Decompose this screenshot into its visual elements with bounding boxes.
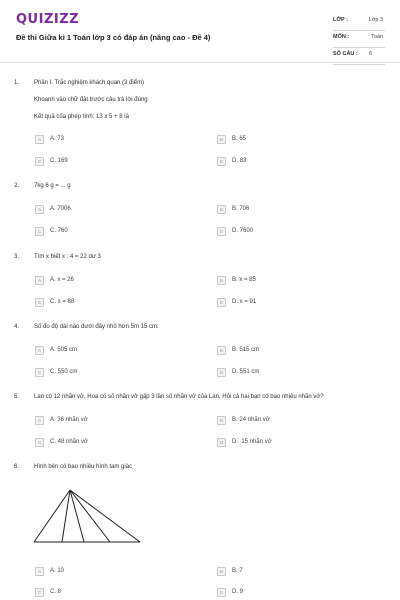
option-text: A. 7006 xyxy=(50,205,71,212)
triangle-inner-line xyxy=(70,490,110,542)
option-text: C. 8 xyxy=(50,588,62,595)
option-text: A. 505 cm xyxy=(50,346,78,353)
meta-subject-value: Toán xyxy=(371,34,383,40)
question-number: 4. xyxy=(14,324,20,330)
option-letter-box: B xyxy=(217,416,226,425)
option-text: A. 36 nhãn vở xyxy=(50,416,88,423)
question-text: Lan có 12 nhãn vở, Hoa có số nhãn vở gấp 3 lần số nhãn vở của Lan. Hỏi cả hai bạn có bao nhiêu nhãn vở? xyxy=(34,394,324,400)
meta-count-label: SỐ CÂU : xyxy=(333,51,358,57)
option-letter-box: D xyxy=(217,588,226,597)
question-text: Số đo độ dài nào dưới đây nhỏ hơn 5m 15 cm: xyxy=(34,324,159,330)
option-letter-box: D xyxy=(217,157,226,166)
header-divider xyxy=(0,62,400,63)
option-letter-box: D xyxy=(217,298,226,307)
meta-count-value: 6 xyxy=(368,51,372,57)
question-number: 2. xyxy=(14,183,20,189)
option-text: A. 10 xyxy=(50,567,65,574)
option-text: B. x = 85 xyxy=(232,276,256,283)
option-text: B. 515 cm xyxy=(232,346,260,353)
meta-grade-value: Lớp 3 xyxy=(368,17,383,23)
meta-grade-label: LỚP : xyxy=(333,17,348,23)
option-letter-box: A xyxy=(35,135,44,144)
option-text: C. 48 nhãn vở xyxy=(50,438,88,445)
option-letter-box: A xyxy=(35,205,44,214)
worksheet-title: Đề thi Giữa kì 1 Toán lớp 3 có đáp án (nâng cao - Đề 4) xyxy=(16,33,211,42)
option-text: B. 706 xyxy=(232,205,250,212)
option-letter-box: A xyxy=(35,416,44,425)
meta-subject-row xyxy=(333,31,385,48)
option-letter-box: D xyxy=(217,368,226,377)
triangle-inner-line xyxy=(70,490,84,542)
question-number: 6. xyxy=(14,464,20,470)
triangle-figure xyxy=(32,486,142,546)
question-text: Hình bên có bao nhiêu hình tam giác xyxy=(34,464,133,470)
option-letter-box: A xyxy=(35,346,44,355)
option-letter-box: D xyxy=(217,438,226,447)
option-text: A. 73 xyxy=(50,135,65,142)
option-letter-box: D xyxy=(217,227,226,236)
triangle-inner-line xyxy=(62,490,70,542)
option-text: C. 169 xyxy=(50,157,68,164)
option-text: C. 760 xyxy=(50,227,68,234)
question-text: Kết quả của phép tính: 13 x 5 + 8 là xyxy=(34,114,129,120)
question-number: 3. xyxy=(14,254,20,260)
question-number: 1. xyxy=(14,80,20,86)
question-text: 7kg 6 g = ... g xyxy=(34,183,71,189)
meta-grade-row xyxy=(333,14,385,31)
option-text: D. 7600 xyxy=(232,227,254,234)
triangle-right-side xyxy=(70,490,140,542)
option-letter-box: A xyxy=(35,276,44,285)
question-text: Khoanh vào chữ đặt trước câu trả lời đúng xyxy=(34,97,148,103)
option-letter-box: C xyxy=(35,227,44,236)
option-text: D. x = 91 xyxy=(232,298,257,305)
option-text: C. x = 88 xyxy=(50,298,75,305)
worksheet-meta xyxy=(333,14,385,65)
option-letter-box: B xyxy=(217,135,226,144)
option-letter-box: B xyxy=(217,346,226,355)
option-letter-box: B xyxy=(217,276,226,285)
option-text: D. 9 xyxy=(232,588,244,595)
option-text: B. 65 xyxy=(232,135,247,142)
option-text: A. x = 26 xyxy=(50,276,74,283)
option-letter-box: C xyxy=(35,298,44,307)
option-text: B. 24 nhãn vở xyxy=(232,416,270,423)
option-text: D. 551 cm xyxy=(232,368,260,375)
option-letter-box: B xyxy=(217,567,226,576)
option-letter-box: C xyxy=(35,588,44,597)
question-number: 5. xyxy=(14,394,20,400)
option-letter-box: C xyxy=(35,368,44,377)
option-letter-box: C xyxy=(35,438,44,447)
meta-subject-label: MÔN : xyxy=(333,34,350,40)
quizizz-logo: QUIZIZZ xyxy=(16,12,80,27)
option-text: D. 83 xyxy=(232,157,247,164)
option-letter-box: B xyxy=(217,205,226,214)
option-text: B. 7 xyxy=(232,567,243,574)
option-text: C. 550 cm xyxy=(50,368,78,375)
option-letter-box: C xyxy=(35,157,44,166)
triangle-left-side xyxy=(34,490,70,542)
option-letter-box: A xyxy=(35,567,44,576)
option-text: D . 15 nhãn vở xyxy=(232,438,272,445)
question-text: Tìm x biết x : 4 = 22 dư 3 xyxy=(34,254,101,260)
question-text: Phần I. Trắc nghiệm khách quan (3 điểm) xyxy=(34,80,145,86)
